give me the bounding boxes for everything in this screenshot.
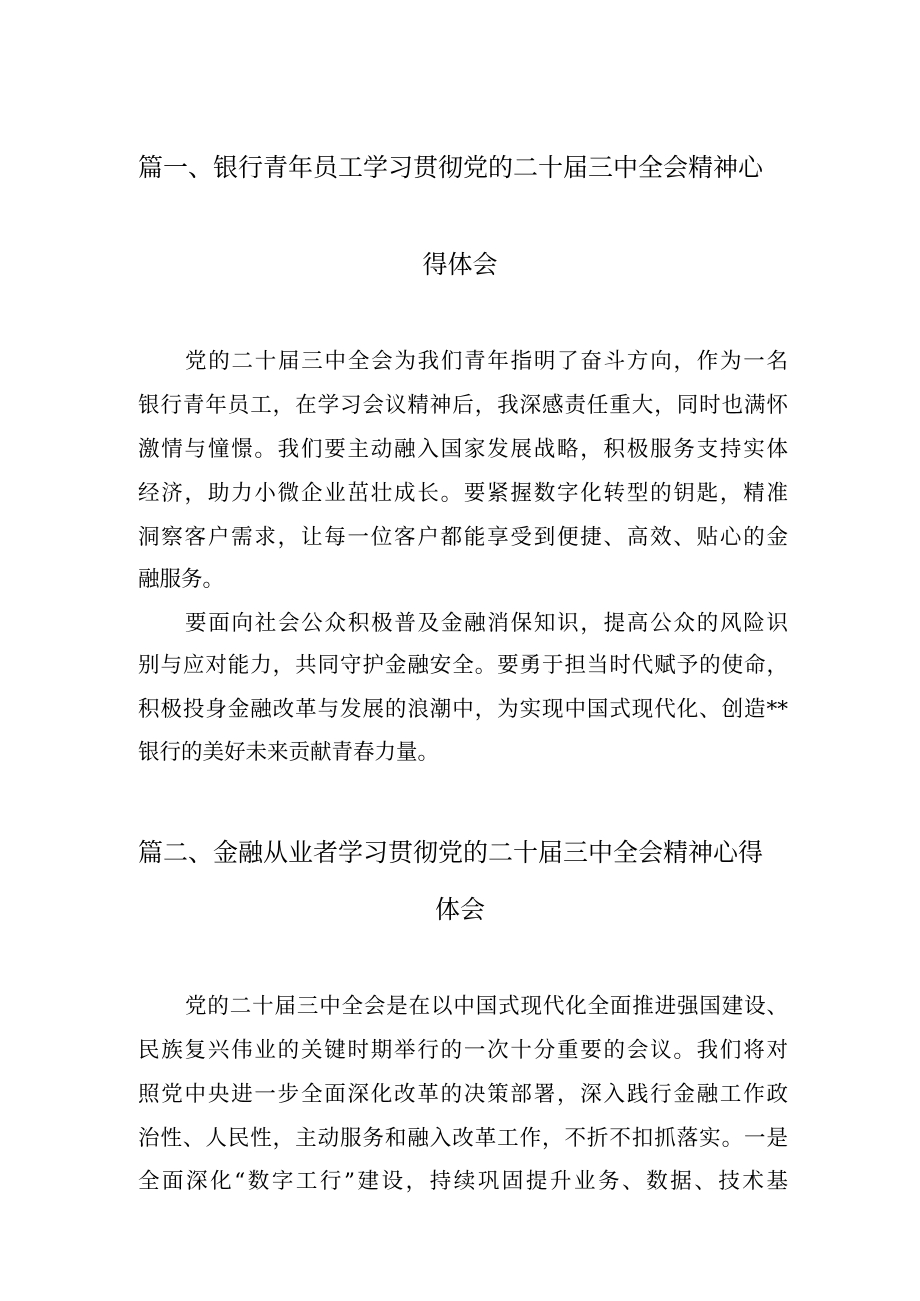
article1-para2-line-4: 银行的美好未来贡献青春力量。 [138, 740, 440, 765]
article1-para1-line-1: 党的二十届三中全会为我们青年指明了奋斗方向，作为一名 [185, 349, 788, 374]
article2-para1-line-3: 照党中央进一步全面深化改革的决策部署，深入践行金融工作政 [138, 1082, 788, 1107]
article1-title-line-2: 得体会 [422, 250, 498, 279]
article2-title-line-1: 篇二、金融从业者学习贯彻党的二十届三中全会精神心得 [138, 838, 764, 867]
article2-para1-line-2: 民族复兴伟业的关键时期举行的一次十分重要的会议。我们将对 [138, 1038, 788, 1063]
article1-title-line-1: 篇一、银行青年员工学习贯彻党的二十届三中全会精神心 [138, 153, 764, 182]
article2-para1-line-4: 治性、人民性，主动服务和融入改革工作，不折不扣抓落实。一是 [138, 1126, 788, 1151]
article1-para1-line-3: 激情与憧憬。我们要主动融入国家发展战略，积极服务支持实体 [138, 437, 788, 462]
article2-para1-line-5: 全面深化“数字工行”建设，持续巩固提升业务、数据、技术基 [138, 1169, 788, 1194]
article1-para1-line-5: 洞察客户需求，让每一位客户都能享受到便捷、高效、贴心的金 [138, 525, 788, 550]
article1-para2-line-1: 要面向社会公众积极普及金融消保知识，提高公众的风险识 [185, 611, 788, 636]
article1-para1-line-2: 银行青年员工，在学习会议精神后，我深感责任重大，同时也满怀 [138, 393, 788, 418]
article2-title-line-2: 体会 [434, 895, 485, 924]
article1-para2-line-3: 积极投身金融改革与发展的浪潮中，为实现中国式现代化、创造** [138, 697, 788, 722]
article2-para1-line-1: 党的二十届三中全会是在以中国式现代化全面推进强国建设、 [185, 994, 788, 1019]
article1-para1-line-6: 融服务。 [138, 567, 225, 592]
article1-para1-line-4: 经济，助力小微企业茁壮成长。要紧握数字化转型的钥匙，精准 [138, 481, 788, 506]
article1-para2-line-2: 别与应对能力，共同守护金融安全。要勇于担当时代赋予的使命， [138, 653, 788, 678]
